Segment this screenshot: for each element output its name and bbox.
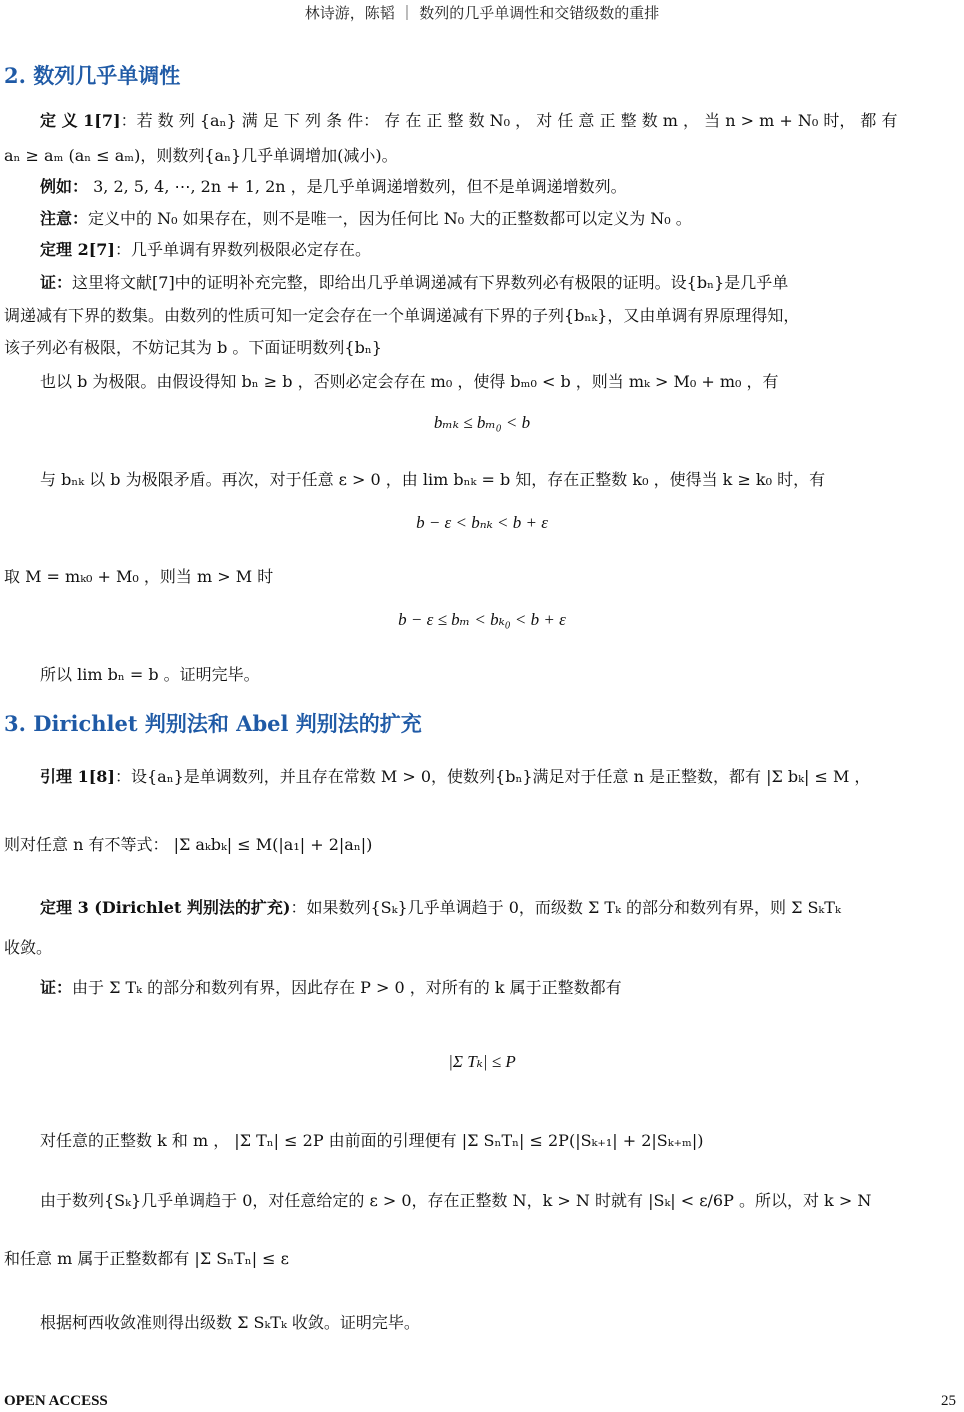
- running-header: 林诗游，陈韬 ｜ 数列的几乎单调性和交错级数的重排: [304, 4, 660, 22]
- page-number: 25: [941, 1393, 956, 1409]
- definition-1-line: [40, 110, 898, 132]
- proof-2-line-5: 与 bₙₖ 以 b 为极限矛盾。再次，对于任意 ε > 0 ，由 lim bₙₖ = b 知，存在正整数 k₀ ，使得当 k ≥ k₀ 时，有: [40, 470, 826, 489]
- theorem-2-line: [40, 239, 371, 261]
- proof-3-line-2: 对任意的正整数 k 和 m ， |Σ Tₙ| ≤ 2P 由前面的引理便有 |Σ SₙTₙ| ≤ 2P(|Sₖ₊₁| + 2|Sₖ₊ₘ|): [40, 1131, 704, 1150]
- footer-open-access: OPEN ACCESS: [4, 1393, 108, 1409]
- proof-3-line-3: 由于数列{Sₖ}几乎单调趋于 0，对任意给定的 ε > 0，存在正整数 N，k > N 时就有 |Sₖ| < ε/6P 。所以，对 k > N: [40, 1191, 872, 1210]
- section-2-title: 2. 数列几乎单调性: [4, 63, 181, 88]
- proof-2-line-2: 调递减有下界的数集。由数列的性质可知一定会存在一个单调递减有下界的子列{bₙₖ}，又由单调有界原理得知，: [4, 306, 800, 325]
- equation-3: b − ε ≤ bₘ < bₖ₀ < b + ε: [398, 610, 566, 629]
- proof-2-conclusion: 所以 lim bₙ = b 。证明完毕。: [40, 665, 260, 684]
- definition-1-cont: [4, 145, 398, 167]
- note-label: 注意：: [40, 209, 89, 228]
- proof-3-conclusion: 根据柯西收敛准则得出级数 Σ SₖTₖ 收敛。证明完毕。: [40, 1313, 420, 1332]
- equation-4: |Σ Tₖ| ≤ P: [448, 1052, 516, 1071]
- example-line: [40, 176, 627, 198]
- theorem-2-text: ：几乎单调有界数列极限必定存在。: [114, 240, 371, 259]
- lemma-1-label: 引理 1[8]: [40, 767, 115, 786]
- theorem-2-label: 定理 2[7]: [40, 240, 115, 259]
- theorem-3-line: [40, 897, 841, 919]
- theorem-3-label: 定理 3 (Dirichlet 判别法的扩充): [40, 898, 291, 917]
- proof-2-line-3: 该子列必有极限，不妨记其为 b 。下面证明数列{bₙ}: [4, 338, 382, 357]
- proof-2-label: 证：: [40, 273, 73, 292]
- proof-2-line-1: [40, 272, 788, 294]
- proof-2-line-6: 取 M = mₖ₀ + M₀ ，则当 m > M 时: [4, 567, 274, 586]
- theorem-3-text: ：如果数列{Sₖ}几乎单调趋于 0，而级数 Σ Tₖ 的部分和数列有界，则 Σ SₖTₖ: [290, 898, 841, 917]
- note-line: [40, 208, 692, 230]
- definition-1-cont-text: aₙ ≥ aₘ (aₙ ≤ aₘ)，则数列{aₙ}几乎单调增加(减小)。: [4, 146, 398, 165]
- lemma-1-line: [40, 766, 870, 788]
- proof-3-text-1: 由于 Σ Tₖ 的部分和数列有界，因此存在 P > 0 ，对所有的 k 属于正整数都有: [72, 978, 622, 997]
- equation-1: bₘₖ ≤ bₘ₀ < b: [433, 413, 531, 432]
- proof-2-line-4: 也以 b 为极限。由假设得知 bₙ ≥ b ，否则必定会存在 m₀ ，使得 bₘ₀ < b ，则当 mₖ > M₀ + m₀ ，有: [40, 372, 779, 391]
- lemma-1-text: ：设{aₙ}是单调数列，并且存在常数 M > 0，使数列{bₙ}满足对于任意 n 是正整数，都有 |Σ bₖ| ≤ M ，: [114, 767, 871, 786]
- definition-1-label: 定 义 1[7]: [40, 111, 121, 130]
- example-label: 例如：: [40, 177, 89, 196]
- equation-2: b − ε < bₙₖ < b + ε: [416, 513, 548, 532]
- section-3-title: 3. Dirichlet 判别法和 Abel 判别法的扩充: [4, 711, 422, 736]
- example-text: 3, 2, 5, 4, ⋯, 2n + 1, 2n ，是几乎单调递增数列，但不是单调递增数列。: [88, 177, 627, 196]
- lemma-1-cont: 则对任意 n 有不等式： |Σ aₖbₖ| ≤ M(|a₁| + 2|aₙ|): [4, 835, 373, 854]
- proof-3-label: 证：: [40, 978, 73, 997]
- proof-2-text-1: 这里将文献[7]中的证明补充完整，即给出几乎单调递减有下界数列必有极限的证明。设{bₙ}是几乎单: [72, 273, 789, 292]
- definition-1-text: ：若 数 列 {aₙ} 满 足 下 列 条 件： 存 在 正 整 数 N₀ ， 对 任 意 正 整 数 m ， 当 n > m + N₀ 时， 都 有: [120, 111, 898, 130]
- theorem-3-cont: 收敛。: [4, 938, 53, 957]
- proof-3-line-1: [40, 977, 622, 999]
- note-text: 定义中的 N₀ 如果存在，则不是唯一，因为任何比 N₀ 大的正整数都可以定义为 N₀ 。: [88, 209, 692, 228]
- proof-3-line-4: 和任意 m 属于正整数都有 |Σ SₙTₙ| ≤ ε: [4, 1249, 289, 1268]
